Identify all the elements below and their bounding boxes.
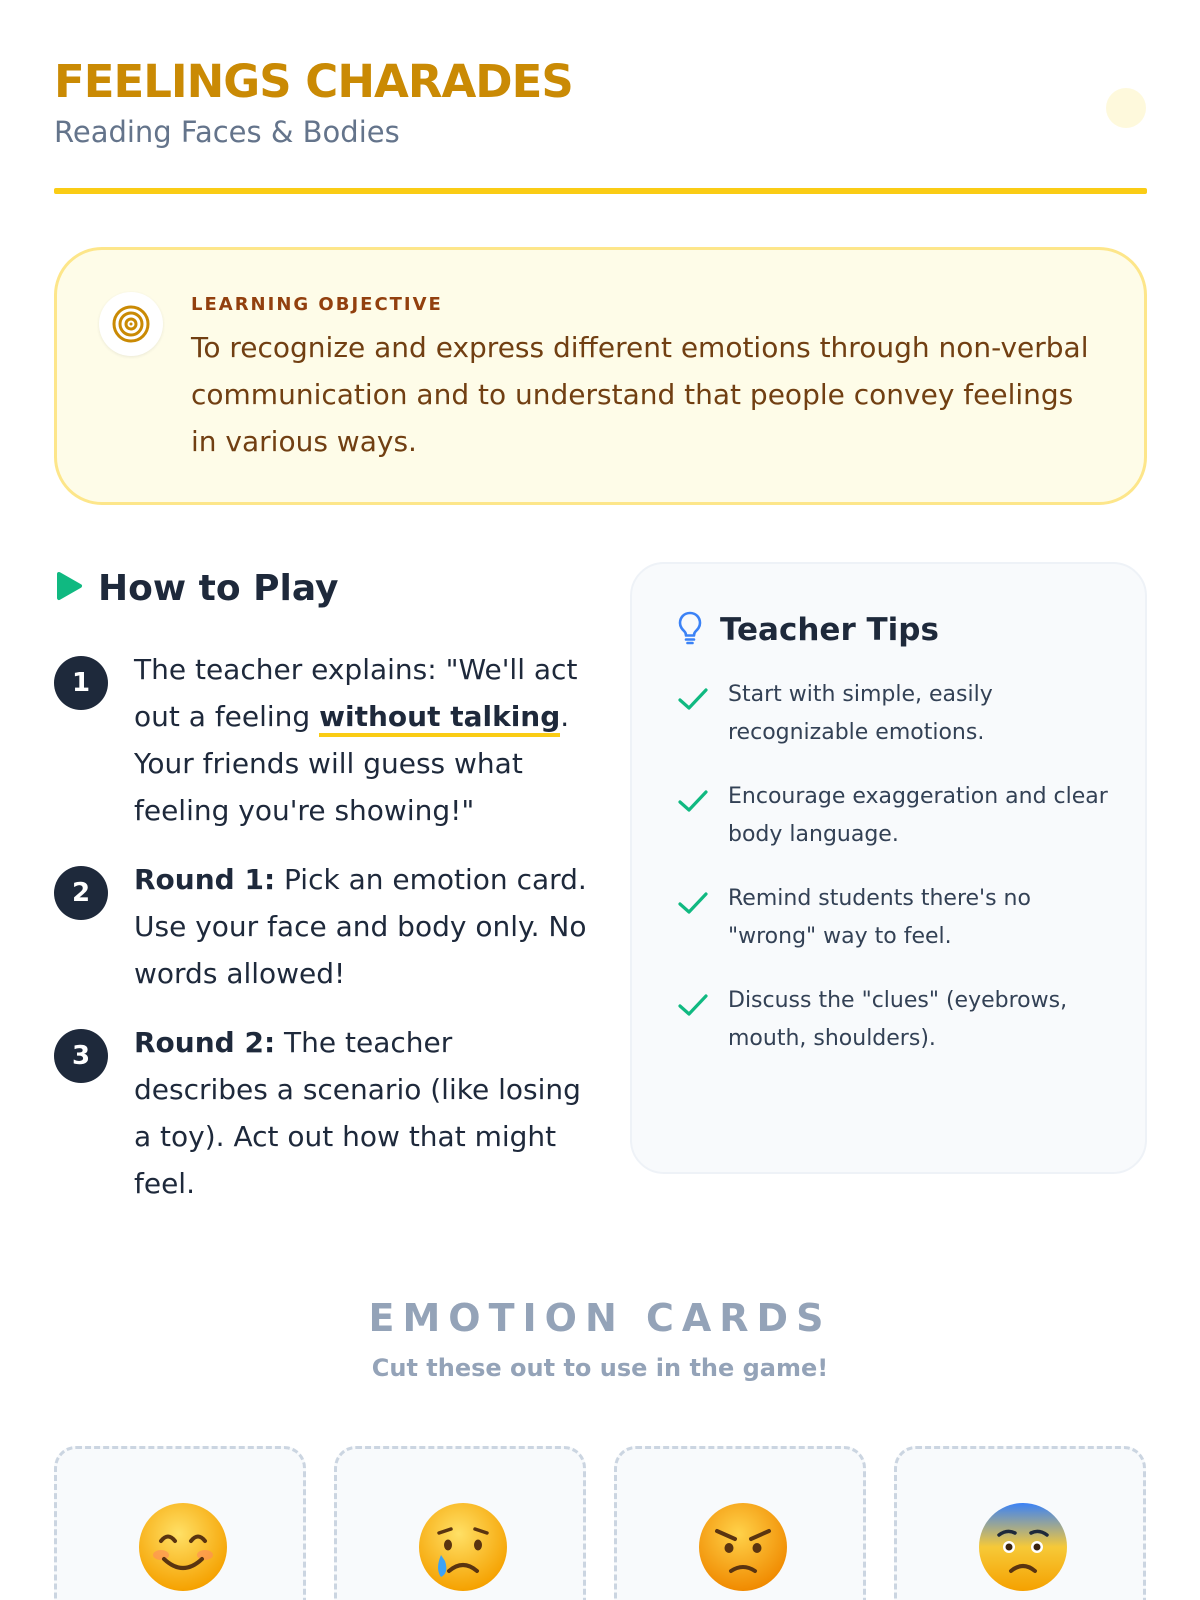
- angry-face-icon: [697, 1501, 789, 1593]
- step-number: 3: [54, 1029, 108, 1083]
- how-to-play-section: [54, 560, 594, 1229]
- tip-text: Encourage exaggeration and clear body language.: [728, 784, 1108, 847]
- emotion-card-scared[interactable]: [894, 1446, 1146, 1600]
- decorative-dot: [1106, 88, 1146, 128]
- play-icon: [54, 570, 84, 606]
- step-3: [54, 1019, 594, 1207]
- round-label: Round 1:: [134, 863, 276, 896]
- teacher-tips-title: Teacher Tips: [720, 612, 939, 648]
- step-text: The teacher describes a scenario (like losing a toy). Act out how that might feel.: [134, 1026, 581, 1200]
- emotion-cards-subtitle: Cut these out to use in the game!: [371, 1354, 829, 1382]
- scared-face-icon: [977, 1501, 1069, 1593]
- header-divider: [54, 188, 1147, 194]
- list-item: [676, 880, 1116, 956]
- page-title: FEELINGS CHARADES: [54, 55, 573, 108]
- step-1: [54, 646, 594, 834]
- check-icon: [676, 684, 710, 714]
- step-2: [54, 856, 594, 997]
- check-icon: [676, 990, 710, 1020]
- objective-text: To recognize and express different emotions through non-verbal communication and to understand that people convey feelings in various ways.: [191, 331, 1089, 458]
- tip-text: Remind students there's no "wrong" way to feel.: [728, 886, 1031, 949]
- step-text: Pick an emotion card. Use your face and body only. No words allowed!: [134, 863, 587, 990]
- step-text: . Your friends will guess what feeling you're showing!": [134, 700, 570, 827]
- happy-face-icon: [137, 1501, 229, 1593]
- tip-text: Start with simple, easily recognizable emotions.: [728, 682, 993, 745]
- tip-text: Discuss the "clues" (eyebrows, mouth, shoulders).: [728, 988, 1068, 1051]
- list-item: [676, 982, 1116, 1058]
- teacher-tips-box: [630, 562, 1147, 1174]
- check-icon: [676, 888, 710, 918]
- list-item: [676, 778, 1116, 854]
- learning-objective-box: [54, 247, 1147, 505]
- step-number: 2: [54, 866, 108, 920]
- emotion-cards-header: [0, 1296, 1200, 1382]
- emotion-card-happy[interactable]: [54, 1446, 306, 1600]
- sad-face-icon: [417, 1501, 509, 1593]
- emotion-card-angry[interactable]: [614, 1446, 866, 1600]
- steps-list: [54, 646, 594, 1207]
- page-subtitle: Reading Faces & Bodies: [54, 115, 400, 149]
- emotion-cards-title: EMOTION CARDS: [368, 1296, 832, 1340]
- highlight-text: without talking: [319, 700, 560, 737]
- check-icon: [676, 786, 710, 816]
- target-icon: [99, 292, 163, 356]
- list-item: [676, 676, 1116, 752]
- objective-label: LEARNING OBJECTIVE: [191, 294, 443, 315]
- emotion-card-sad[interactable]: [334, 1446, 586, 1600]
- step-number: 1: [54, 656, 108, 710]
- header: [54, 56, 1146, 194]
- lightbulb-icon: [676, 610, 704, 650]
- step-text: The teacher explains: "We'll act out a feeling: [134, 653, 578, 733]
- how-to-play-title: How to Play: [98, 567, 339, 609]
- tips-list: [676, 676, 1116, 1084]
- round-label: Round 2:: [134, 1026, 276, 1059]
